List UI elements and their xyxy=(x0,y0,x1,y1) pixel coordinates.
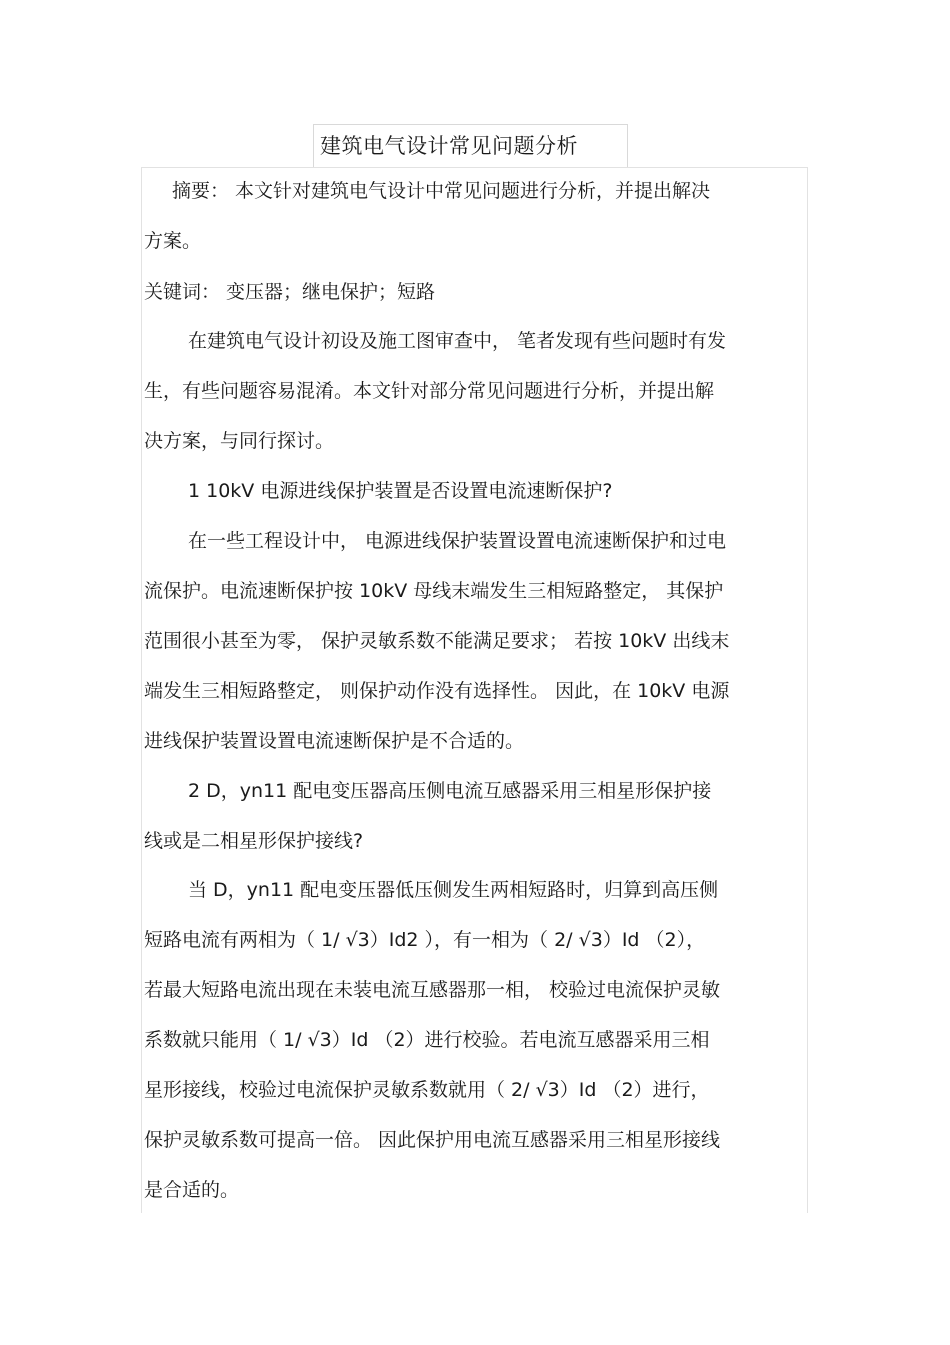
section-1-line-1: 在一些工程设计中， 电源进线保护装置设置电流速断保护和过电 xyxy=(188,530,727,552)
section-1-line-4: 端发生三相短路整定， 则保护动作没有选择性。 因此，在 10kV 电源 xyxy=(144,680,730,702)
section-2-line-7: 是合适的。 xyxy=(144,1179,240,1201)
section-2-line-6: 保护灵敏系数可提高一倍。 因此保护用电流互感器采用三相星形接线 xyxy=(144,1129,721,1151)
section-1-line-5: 进线保护装置设置电流速断保护是不合适的。 xyxy=(144,730,525,752)
section-1-line-3: 范围很小甚至为零， 保护灵敏系数不能满足要求； 若按 10kV 出线末 xyxy=(144,630,730,652)
abstract-line-2: 方案。 xyxy=(144,230,202,252)
section-2-line-3: 若最大短路电流出现在未装电流互感器那一相， 校验过电流保护灵敏 xyxy=(144,979,721,1001)
section-2-line-5: 星形接线，校验过电流保护灵敏系数就用（ 2/ √3）Id （2）进行， xyxy=(144,1079,710,1101)
section-2-line-1: 当 D，yn11 配电变压器低压侧发生两相短路时，归算到高压侧 xyxy=(188,879,719,901)
abstract-line-1: 摘要： 本文针对建筑电气设计中常见问题进行分析，并提出解决 xyxy=(172,180,711,202)
section-2-line-2: 短路电流有两相为（ 1/ √3）Id2 ），有一相为（ 2/ √3）Id （2）， xyxy=(144,929,706,951)
section-1-heading: 1 10kV 电源进线保护装置是否设置电流速断保护? xyxy=(188,480,613,502)
section-2-heading-line-2: 线或是二相星形保护接线? xyxy=(144,830,364,852)
section-1-line-2: 流保护。电流速断保护按 10kV 母线末端发生三相短路整定， 其保护 xyxy=(144,580,724,602)
intro-line-2: 生，有些问题容易混淆。本文针对部分常见问题进行分析，并提出解 xyxy=(144,380,715,402)
section-2-line-4: 系数就只能用（ 1/ √3）Id （2）进行校验。若电流互感器采用三相 xyxy=(144,1029,710,1051)
intro-line-3: 决方案，与同行探讨。 xyxy=(144,430,335,452)
section-2-heading-line-1: 2 D，yn11 配电变压器高压侧电流互感器采用三相星形保护接 xyxy=(188,780,712,802)
document-title: 建筑电气设计常见问题分析 xyxy=(320,134,578,158)
intro-line-1: 在建筑电气设计初设及施工图审查中， 笔者发现有些问题时有发 xyxy=(188,330,727,352)
keywords-line: 关键词： 变压器；继电保护；短路 xyxy=(144,281,436,303)
